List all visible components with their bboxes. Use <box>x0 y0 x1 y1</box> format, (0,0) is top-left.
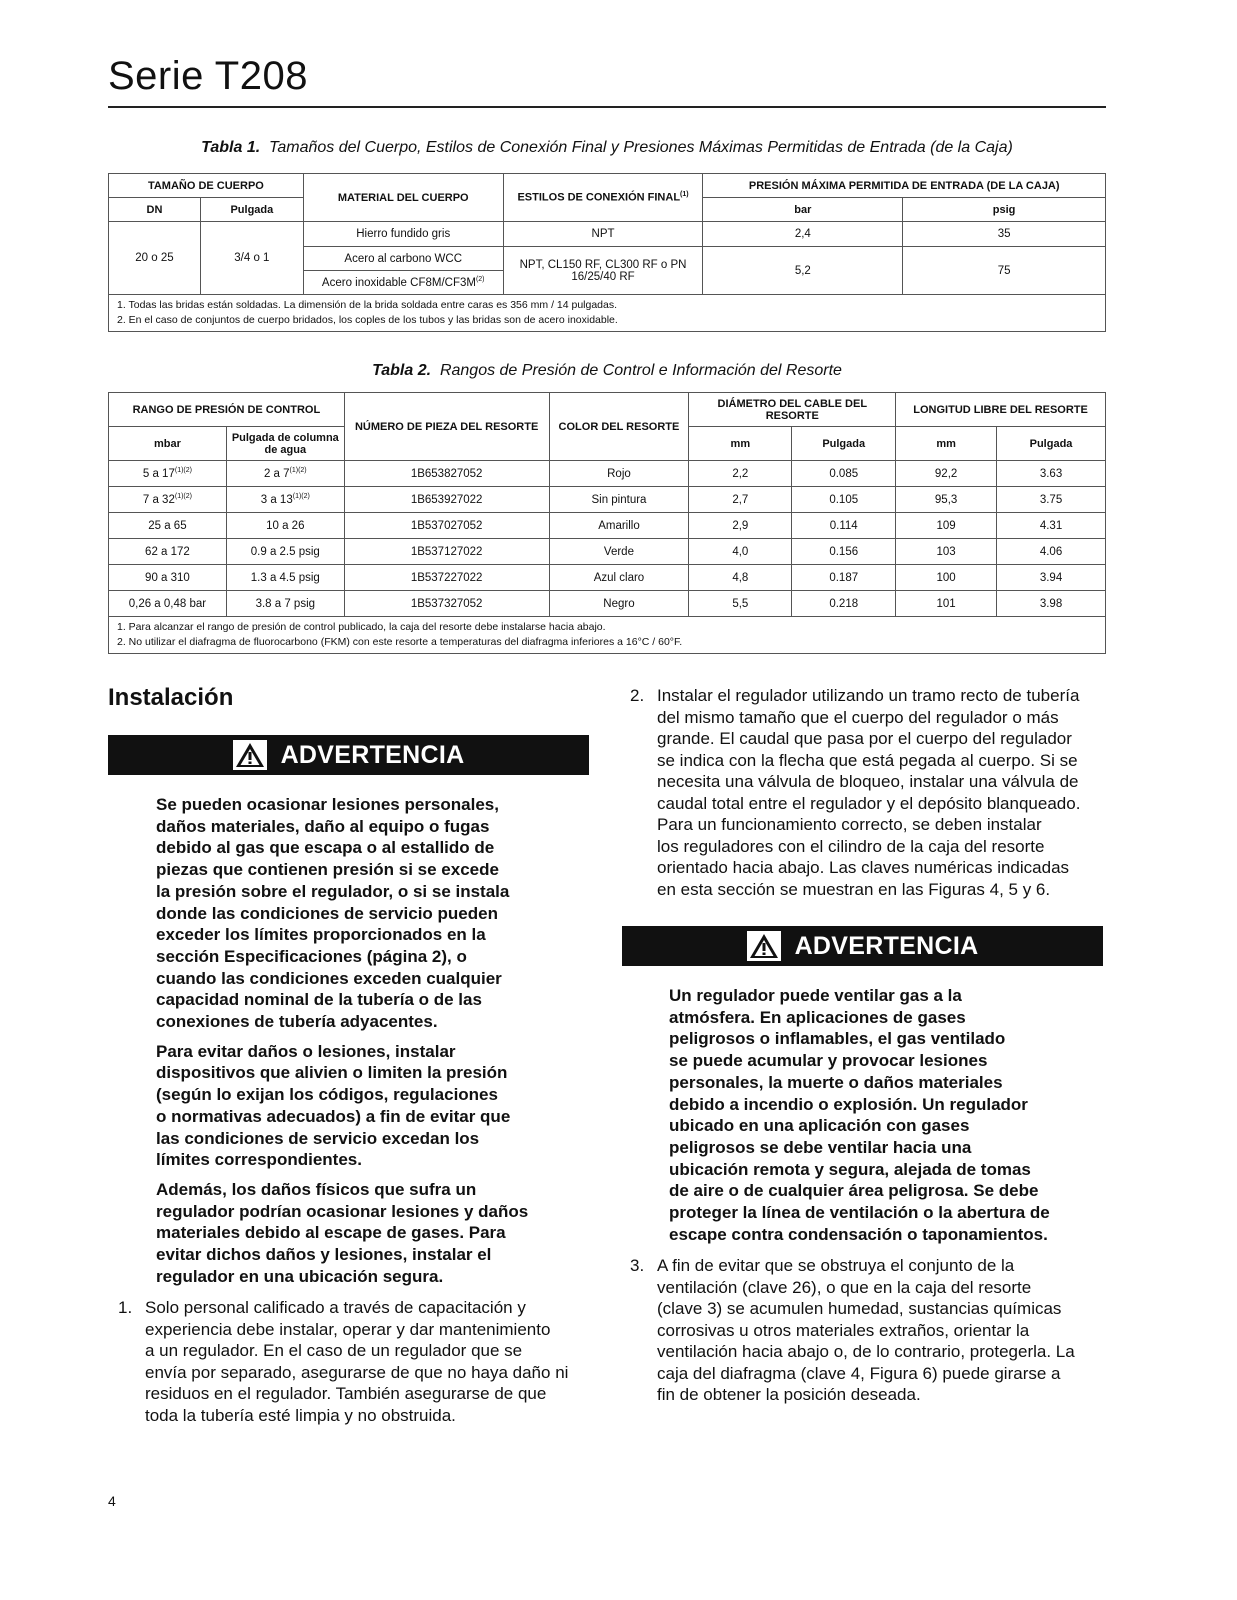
t1-cell-material: Hierro fundido gris <box>303 222 503 247</box>
warning2-text <box>669 985 1089 1245</box>
t2-cell-text: 2,9 <box>732 519 749 532</box>
t2-cell-wire-in <box>792 513 896 539</box>
t1-cell-material-note: (2) <box>475 276 485 284</box>
t2-notes <box>109 617 1106 654</box>
t2-cell-text: 10 a 26 <box>266 519 305 532</box>
step-line: toda la tubería esté limpia y no obstruida. <box>145 1405 456 1425</box>
warning-line: atmósfera. En aplicaciones de gases <box>669 1007 966 1027</box>
t2-cell-note: (1)(2) <box>289 467 307 475</box>
warning-line: piezas que contienen presión si se excede <box>156 860 499 880</box>
warning-line: escape contra condensación o taponamientos. <box>669 1224 1048 1244</box>
t1-cell-end-conn: NPT, CL150 RF, CL300 RF o PN 16/25/40 RF <box>503 247 703 295</box>
warning-line: sección Especificaciones (página 2), o <box>156 946 467 966</box>
t2-cell-note: (1)(2) <box>174 467 192 475</box>
warning-label: ADVERTENCIA <box>280 740 465 769</box>
t2-cell-text: 4,0 <box>732 545 749 558</box>
table1-caption-text: Tamaños del Cuerpo, Estilos de Conexión Final y Presiones Máximas Permitidas de Entrada (de la Caja) <box>269 139 1013 156</box>
t1-cell-psig: 35 <box>903 222 1106 247</box>
t2-cell-text: Verde <box>603 545 634 558</box>
table2-caption-text: Rangos de Presión de Control e Información del Resorte <box>439 362 842 379</box>
t2-cell-text: 100 <box>936 571 956 584</box>
t2-cell-free-mm <box>896 565 997 591</box>
t2-header-free-inch: Pulgada <box>997 427 1106 461</box>
t2-row <box>109 461 1106 487</box>
t1-header-inch: Pulgada <box>200 198 303 222</box>
t2-cell-part <box>344 565 549 591</box>
t2-cell-wire-in <box>792 539 896 565</box>
t2-cell-text: 3.94 <box>1039 571 1063 584</box>
warning-line: materiales debido al escape de gases. Para <box>156 1223 506 1243</box>
step-line: orientado hacia abajo. Las claves numéricas indicadas <box>657 858 1070 877</box>
warning-line: dispositivos que alivien o limiten la presión <box>156 1063 508 1083</box>
t2-cell-text: 103 <box>936 545 956 558</box>
t2-cell-color <box>549 565 689 591</box>
t2-row <box>109 591 1106 617</box>
t2-cell-text: 3.98 <box>1039 597 1063 610</box>
t2-cell-part <box>344 461 549 487</box>
t2-cell-text: 1B537027052 <box>410 519 483 532</box>
t2-row <box>109 539 1106 565</box>
t2-cell-free-mm <box>896 591 997 617</box>
warning-line: debido a incendio o explosión. Un regulador <box>669 1094 1028 1114</box>
warning1-text <box>156 794 566 1295</box>
t2-cell-free-in <box>997 591 1106 617</box>
page-number: 4 <box>108 1493 116 1509</box>
step-line: Solo personal calificado a través de capacitación y <box>145 1298 526 1317</box>
t1-header-body-size: TAMAÑO DE CUERPO <box>109 174 304 198</box>
warning-line: conexiones de tubería adyacentes. <box>156 1012 438 1032</box>
step-line: ventilación (clave 26), o que en la caja del resorte <box>657 1277 1032 1297</box>
warning-line: ubicación remota y segura, alejada de tomas <box>669 1159 1031 1179</box>
step-line: del mismo tamaño que el cuerpo del regulador o más <box>657 707 1059 727</box>
warning-triangle-icon <box>233 740 267 770</box>
t2-cell-text: 0.085 <box>829 467 859 480</box>
warning-banner <box>108 735 589 775</box>
t2-body <box>109 461 1106 617</box>
t1-header-end-conn-note: (1) <box>680 191 689 199</box>
t2-cell-text: 1B537127022 <box>410 545 483 558</box>
t1-header-end-conn-text: ESTILOS DE CONEXIÓN FINAL <box>517 191 681 204</box>
t2-cell-text: 0,26 a 0,48 bar <box>128 597 207 610</box>
t2-cell-text: 1B537227022 <box>410 571 483 584</box>
t2-cell-text: 1B653827052 <box>410 467 483 480</box>
t2-cell-text: 3.8 a 7 psig <box>255 597 316 610</box>
t2-cell-text: 101 <box>936 597 956 610</box>
warning-line: evitar dichos daños y lesiones, instalar el <box>156 1245 492 1265</box>
t2-cell-wire-in <box>792 461 896 487</box>
t2-cell-inwc <box>226 487 344 513</box>
step-line: los reguladores con el cilindro de la caja del resorte <box>657 836 1045 856</box>
t1-header-dn: DN <box>109 198 201 222</box>
t1-header-bar: bar <box>703 198 903 222</box>
t2-cell-text: Azul claro <box>593 571 645 584</box>
t2-cell-free-in <box>997 539 1106 565</box>
t1-note: 1. Todas las bridas están soldadas. La dimensión de la brida soldada entre caras es 356 mm / 14 pulgadas. <box>117 299 618 311</box>
step-number: 1. <box>118 1298 133 1317</box>
t2-cell-text: 3 a 13 <box>260 493 293 506</box>
warning-line: se puede acumular y provocar lesiones <box>669 1051 988 1071</box>
t2-cell-text: 1B653927022 <box>410 493 483 506</box>
t2-cell-inwc <box>226 461 344 487</box>
t1-header-psig: psig <box>903 198 1106 222</box>
t2-cell-free-mm <box>896 513 997 539</box>
t2-cell-free-in <box>997 513 1106 539</box>
warning-line: Además, los daños físicos que sufra un <box>156 1179 477 1199</box>
t2-cell-color <box>549 487 689 513</box>
t1-note: 2. En el caso de conjuntos de cuerpo bridados, los coples de los tubos y las bridas son de acero inoxidable. <box>117 314 618 326</box>
step-number: 2. <box>630 686 645 705</box>
t2-cell-wire-mm <box>689 539 792 565</box>
t2-cell-inwc <box>226 591 344 617</box>
t2-header-range: RANGO DE PRESIÓN DE CONTROL <box>109 393 345 427</box>
warning-line: daños materiales, daño al equipo o fugas <box>156 816 490 836</box>
t2-cell-free-in <box>997 487 1106 513</box>
t2-cell-free-mm <box>896 461 997 487</box>
table1-caption-label: Tabla 1. <box>201 139 261 156</box>
warning-line: de aire o de cualquier área peligrosa. Se debe <box>669 1181 1039 1201</box>
t2-cell-note: (1)(2) <box>292 493 310 501</box>
step-line: caudal total entre el regulador y el depósito blanqueado. <box>657 793 1081 813</box>
t2-header-wire-mm: mm <box>689 427 792 461</box>
t2-cell-text: 0.218 <box>829 597 859 610</box>
step-line: a un regulador. En el caso de un regulador que se <box>145 1341 523 1360</box>
t2-cell-text: 2,2 <box>732 467 749 480</box>
step-text <box>145 1297 568 1426</box>
t2-cell-text: 1.3 a 4.5 psig <box>250 571 320 584</box>
step-line: Instalar el regulador utilizando un tramo recto de tubería <box>657 686 1080 705</box>
t2-cell-wire-mm <box>689 591 792 617</box>
t2-header-free: LONGITUD LIBRE DEL RESORTE <box>896 393 1106 427</box>
t1-cell-material <box>303 271 503 295</box>
warning-line: o normativas adecuados) a fin de evitar que <box>156 1106 511 1126</box>
step-line: ventilación hacia abajo o, de lo contrario, protegerla. La <box>657 1342 1075 1361</box>
warning-line: Un regulador puede ventilar gas a la <box>669 986 962 1005</box>
t2-note: 1. Para alcanzar el rango de presión de control publicado, la caja del resorte debe instalarse hacia abajo. <box>117 621 606 633</box>
warning-line: peligrosos o inflamables, el gas ventilado <box>669 1029 1006 1049</box>
t2-header-color: COLOR DEL RESORTE <box>549 393 689 461</box>
step-text <box>657 685 1080 900</box>
t2-cell-wire-mm <box>689 461 792 487</box>
t1-cell-bar: 5,2 <box>703 247 903 295</box>
warning-line: debido al gas que escapa o al estallido de <box>156 838 495 858</box>
warning-line: Para evitar daños o lesiones, instalar <box>156 1041 456 1061</box>
warning-line: cuando las condiciones exceden cualquier <box>156 968 502 988</box>
table2 <box>108 392 1106 654</box>
t2-cell-color <box>549 513 689 539</box>
t2-cell-mbar <box>109 513 227 539</box>
t1-cell-end-conn: NPT <box>503 222 703 247</box>
t1-header-end-conn <box>503 174 703 222</box>
t1-notes <box>109 295 1106 332</box>
step-line: caja del diafragma (clave 4, Figura 6) puede girarse a <box>657 1363 1061 1383</box>
t2-cell-color <box>549 591 689 617</box>
t2-cell-mbar <box>109 591 227 617</box>
warning-paragraph <box>156 794 566 1033</box>
t2-cell-text: 5,5 <box>732 597 749 610</box>
t2-cell-free-in <box>997 565 1106 591</box>
t2-cell-text: 92,2 <box>934 467 958 480</box>
t1-cell-material: Acero al carbono WCC <box>303 247 503 271</box>
t1-cell-bar: 2,4 <box>703 222 903 247</box>
t2-header-part: NÚMERO DE PIEZA DEL RESORTE <box>344 393 549 461</box>
t2-cell-mbar <box>109 539 227 565</box>
t2-row <box>109 487 1106 513</box>
step-line: en esta sección se muestran en las Figuras 4, 5 y 6. <box>657 879 1051 899</box>
t2-cell-inwc <box>226 539 344 565</box>
table1 <box>108 173 1106 332</box>
warning-paragraph <box>156 1179 566 1288</box>
warning-triangle-icon <box>747 931 781 961</box>
t2-cell-text: 95,3 <box>934 493 958 506</box>
t2-cell-color <box>549 461 689 487</box>
step-line: A fin de evitar que se obstruya el conjunto de la <box>657 1256 1015 1275</box>
t2-cell-text: 0.114 <box>829 519 858 532</box>
t2-note: 2. No utilizar el diafragma de fluorocarbono (FKM) con este resorte a temperaturas del diafragma inferiores a 16°C / 60°F. <box>117 636 683 648</box>
table2-caption-label: Tabla 2. <box>372 362 432 379</box>
warning-banner <box>622 926 1103 966</box>
t2-cell-text: 1B537327052 <box>410 597 483 610</box>
t2-cell-text: 7 a 32 <box>142 493 175 506</box>
t2-cell-text: 0.105 <box>829 493 859 506</box>
t2-cell-mbar <box>109 565 227 591</box>
t2-cell-note: (1)(2) <box>174 493 192 501</box>
t2-row <box>109 513 1106 539</box>
t1-cell-material-text: Acero inoxidable CF8M/CF3M <box>321 276 476 289</box>
t2-header-free-mm: mm <box>896 427 997 461</box>
warning-line: (según lo exijan los códigos, regulaciones <box>156 1085 498 1105</box>
t2-cell-mbar <box>109 487 227 513</box>
t2-cell-free-in <box>997 461 1106 487</box>
t2-cell-text: 4.31 <box>1039 519 1063 532</box>
t2-cell-part <box>344 487 549 513</box>
t1-cell-psig: 75 <box>903 247 1106 295</box>
t2-cell-text: Negro <box>603 597 635 610</box>
step-line: corrosivas u otros materiales extraños, orientar la <box>657 1320 1030 1340</box>
step-line: (clave 3) se acumulen humedad, sustancias químicas <box>657 1299 1062 1318</box>
t2-cell-wire-in <box>792 591 896 617</box>
t2-cell-text: 62 a 172 <box>145 545 190 558</box>
title-rule <box>108 106 1106 108</box>
t2-cell-text: 0.187 <box>829 571 859 584</box>
t2-cell-text: Rojo <box>607 467 631 480</box>
t2-cell-wire-mm <box>689 487 792 513</box>
warning-line: proteger la línea de ventilación o la abertura de <box>669 1203 1050 1223</box>
warning-line: regulador en una ubicación segura. <box>156 1266 444 1286</box>
t2-cell-text: 109 <box>936 519 956 532</box>
t1-header-max-press: PRESIÓN MÁXIMA PERMITIDA DE ENTRADA (DE LA CAJA) <box>703 174 1106 198</box>
step-line: experiencia debe instalar, operar y dar mantenimiento <box>145 1319 551 1339</box>
t2-cell-text: Amarillo <box>598 519 640 532</box>
t2-cell-text: 2 a 7 <box>263 467 290 480</box>
t2-cell-text: 3.75 <box>1039 493 1063 506</box>
warning-line: ubicado en una aplicación con gases <box>669 1116 970 1136</box>
t2-header-mbar: mbar <box>109 427 227 461</box>
step-text <box>657 1255 1075 1406</box>
installation-heading: Instalación <box>108 684 234 711</box>
warning-line: peligrosos se debe ventilar hacia una <box>669 1137 972 1157</box>
warning-label: ADVERTENCIA <box>794 931 979 960</box>
step-line: fin de obtener la posición deseada. <box>657 1385 921 1404</box>
warning-line: Se pueden ocasionar lesiones personales, <box>156 795 499 814</box>
t2-cell-text: Sin pintura <box>591 493 647 506</box>
warning-line: personales, la muerte o daños materiales <box>669 1072 1003 1092</box>
step-number: 3. <box>630 1256 645 1275</box>
t1-cell-inch: 3/4 o 1 <box>200 222 303 295</box>
warning-paragraph <box>156 1041 566 1171</box>
t2-row <box>109 565 1106 591</box>
t2-cell-text: 90 a 310 <box>145 571 190 584</box>
warning-line: donde las condiciones de servicio pueden <box>156 903 498 923</box>
t2-cell-free-mm <box>896 539 997 565</box>
t2-cell-color <box>549 539 689 565</box>
t2-cell-part <box>344 513 549 539</box>
page-title: Serie T208 <box>108 54 308 98</box>
t2-cell-wire-in <box>792 487 896 513</box>
step-line: residuos en el regulador. También asegurarse de que <box>145 1384 547 1403</box>
t2-cell-text: 4,8 <box>732 571 749 584</box>
t2-cell-part <box>344 591 549 617</box>
step-line: se indica con la flecha que está pegada al cuerpo. Si se <box>657 750 1078 770</box>
t2-cell-text: 3.63 <box>1039 467 1063 480</box>
step-line: Para un funcionamiento correcto, se deben instalar <box>657 815 1042 834</box>
t2-cell-text: 2,7 <box>732 493 749 506</box>
t2-cell-wire-mm <box>689 565 792 591</box>
table2-caption <box>108 362 1106 380</box>
step-line: grande. El caudal que pasa por el cuerpo del regulador <box>657 729 1072 748</box>
warning-line: las condiciones de servicio excedan los <box>156 1128 480 1148</box>
table1-caption <box>108 139 1106 157</box>
warning-line: exceder los límites proporcionados en la <box>156 925 486 945</box>
t2-cell-text: 0.156 <box>829 545 859 558</box>
warning-line: límites correspondientes. <box>156 1150 362 1170</box>
warning-line: la presión sobre el regulador, o si se instala <box>156 881 510 901</box>
t2-cell-text: 25 a 65 <box>148 519 187 532</box>
t2-cell-part <box>344 539 549 565</box>
t2-cell-free-mm <box>896 487 997 513</box>
t2-cell-text: 0.9 a 2.5 psig <box>250 545 320 558</box>
step-line: envía por separado, asegurarse de que no haya daño ni <box>145 1362 569 1382</box>
t2-header-wire-inch: Pulgada <box>792 427 896 461</box>
t1-header-material: MATERIAL DEL CUERPO <box>303 174 503 222</box>
t2-header-wire: DIÁMETRO DEL CABLE DEL RESORTE <box>689 393 896 427</box>
t2-cell-mbar <box>109 461 227 487</box>
warning-line: capacidad nominal de la tubería o de las <box>156 990 482 1010</box>
t2-cell-wire-in <box>792 565 896 591</box>
t2-cell-wire-mm <box>689 513 792 539</box>
t1-cell-dn: 20 o 25 <box>109 222 201 295</box>
t2-header-inwc: Pulgada de columna de agua <box>226 427 344 461</box>
t2-cell-inwc <box>226 513 344 539</box>
t2-cell-inwc <box>226 565 344 591</box>
step-line: necesita una válvula de bloqueo, instalar una válvula de <box>657 772 1079 791</box>
t2-cell-text: 5 a 17 <box>142 467 175 480</box>
warning-line: regulador podrían ocasionar lesiones y daños <box>156 1201 529 1221</box>
t2-cell-text: 4.06 <box>1039 545 1063 558</box>
